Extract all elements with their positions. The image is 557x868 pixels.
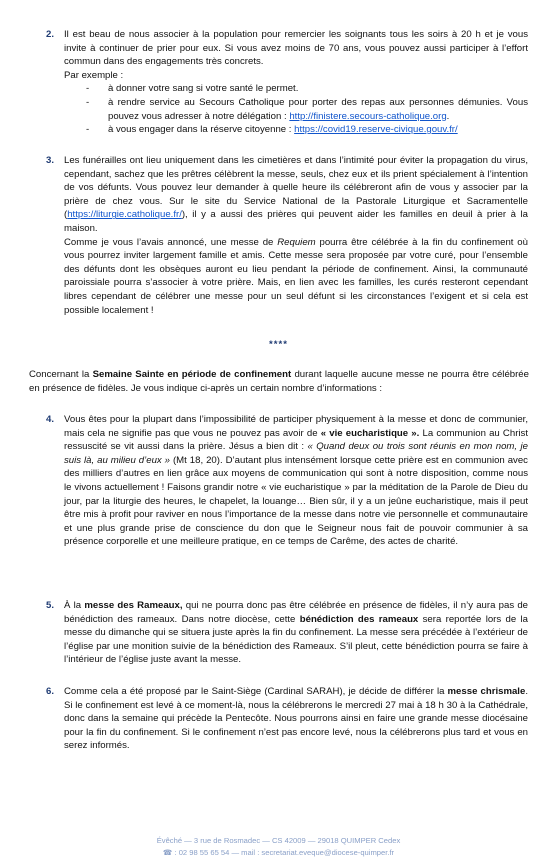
list-item xyxy=(86,82,528,96)
dash-bullet: - xyxy=(86,96,90,108)
item-number: 3. xyxy=(46,155,55,166)
paragraph-text: La communion au Christ ressuscité se vit aussi dans la prière. Jésus a bien dit : xyxy=(64,427,528,453)
item-6-paragraph xyxy=(64,685,528,753)
item-3-paragraph-1 xyxy=(64,154,528,236)
messe-rameaux-bold: messe des Rameaux, xyxy=(84,600,183,611)
footer-address: Évêché — 3 rue de Rosmadec — CS 42009 — 29018 QUIMPER Cedex xyxy=(156,836,401,845)
item-3 xyxy=(46,154,528,317)
footer-contact: ☎ : 02 98 55 65 54 — mail : secretariat.eveque@diocese-quimper.fr xyxy=(162,847,395,857)
list-item-text: à donner votre sang si votre santé le permet. xyxy=(108,83,299,95)
item-4-paragraph xyxy=(64,413,528,549)
requiem-italic: Requiem xyxy=(277,236,316,248)
item-5 xyxy=(46,599,529,667)
section-separator: **** xyxy=(269,339,288,350)
page-footer xyxy=(0,835,557,858)
paragraph-text: . Si le confinement est levé à ce moment-là, nous la célébrerons le mercredi 27 mai à 18 h 30 à la Cathédrale, donc dans la semaine qui précède la Pentecôte. Nous pourrons ainsi en faire une grande messe diocésaine pour la fin du confinement. Si le confinement n’est pas encore levé, nous la célébrerons plus tard et vous en serez informés. xyxy=(64,686,528,752)
item-2 xyxy=(46,28,528,137)
liturgie-link[interactable]: https://liturgie.catholique.fr/ xyxy=(67,209,182,221)
paragraph-text: Comme je vous l’avais annoncé, une messe de xyxy=(64,236,278,248)
item-6 xyxy=(46,685,528,753)
item-2-intro: Il est beau de nous associer à la population pour remercier les soignants tous les soirs à 20 h et je vous invite à continuer de prier pour eux. Si vous avez moins de 70 ans, vous pouvez aussi participer à l’effort commun dans des engagements très concrets. xyxy=(64,29,528,68)
list-item xyxy=(86,123,528,137)
list-item-text: à rendre service au Secours Catholique pour porter des repas aux personnes démunies. Vous pouvez vous adresser à notre délégation : xyxy=(108,96,528,122)
paragraph-text: qui ne pourra donc pas être célébrée en présence de fidèles, il n’y aura pas de bénédiction des rameaux. Dans notre diocèse, cette xyxy=(64,600,529,625)
item-4 xyxy=(46,413,529,549)
semaine-sainte-intro xyxy=(29,368,529,395)
item-3-paragraph-2 xyxy=(64,236,528,318)
vie-eucharistique-bold: « vie eucharistique ». xyxy=(320,427,420,439)
paragraph-text: Vous êtes pour la plupart dans l’impossibilité de participer physiquement à la messe et donc de communier, mais cela ne signifie pas que vous ne pouvez pas avoir de xyxy=(64,414,528,439)
paragraph-text: ), il y a aussi des prières qui peuvent aider les familles en deuil à prier à la maison. xyxy=(64,209,528,234)
list-item-text: à vous engager dans la réserve citoyenne : xyxy=(108,124,295,136)
paragraph-text: Comme cela a été proposé par le Saint-Siège (Cardinal SARAH), je décide de différer la xyxy=(64,686,448,697)
item-5-paragraph xyxy=(64,599,528,667)
example-label: Par exemple : xyxy=(64,69,124,81)
reserve-civique-link[interactable]: https://covid19.reserve-civique.gouv.fr/ xyxy=(294,124,458,136)
item-number: 6. xyxy=(46,686,55,697)
item-number: 2. xyxy=(46,29,55,40)
example-list xyxy=(64,82,528,136)
item-number: 5. xyxy=(46,600,55,611)
paragraph-text: Les funérailles ont lieu uniquement dans les cimetières et dans l’intimité pour éviter la propagation du virus, cependant, sachez que les prêtres célèbrent la messe, seuls, chez eux et ils prient spécialement à l’intention de vos défunts. Vous pouvez leur demander à quelle heure ils célébreront afin de vous y associer par la prière de chez vous. Sur le site du Service National de la Pastorale Liturgique et Sacramentelle ( xyxy=(64,155,528,221)
paragraph-text: À la xyxy=(64,600,85,611)
scripture-quote: « Quand deux ou trois sont réunis en mon nom, je suis là, au milieu d’eux » xyxy=(64,441,529,466)
paragraph-text: sera reportée lors de la messe du dimanche qui se situera juste après la fin du confinement. La messe sera précédée à l’extérieur de l’église par une monition suivie de la bénédiction des Rameaux. S’il pleut, cette bénédiction pourra se faire à l’intérieur de l’église juste avant la messe. xyxy=(64,613,528,666)
item-number: 4. xyxy=(46,414,55,425)
benediction-rameaux-bold: bénédiction des rameaux xyxy=(299,613,419,625)
paragraph-text: Concernant la xyxy=(29,369,93,380)
list-item xyxy=(86,96,528,123)
semaine-sainte-bold: Semaine Sainte en période de confinement xyxy=(92,369,292,380)
dash-bullet: - xyxy=(86,124,90,136)
paragraph-text: durant laquelle aucune messe ne pourra être célébrée en présence de fidèles. Je vous indique ci-après un certain nombre d’informations : xyxy=(29,369,529,394)
messe-chrismale-bold: messe chrismale xyxy=(447,686,526,697)
paragraph-text: pourra être célébrée à la fin du confinement où vous pourrez inviter largement famille et amis. Cette messe sera proposée par votre curé, pour l’ensemble des défunts dont les obsèques auront eu lieu pendant la période de confinement. Ainsi, la communauté paroissiale pourra s’associer à votre prière. Mais, en lien avec les familles, les curés resteront cependant libres cependant de célébrer une messe pour un seul défunt si les circonstances l’exigent et si cela est possible localement ! xyxy=(64,236,528,316)
list-item-text: . xyxy=(446,110,450,122)
dash-bullet: - xyxy=(86,83,90,95)
secours-catholique-link[interactable]: http://finistere.secours-catholique.org xyxy=(289,110,447,122)
paragraph-text: (Mt 18, 20). D’autant plus intensément lorsque cette prière est en communion avec des milliers d’autres en lien grâce aux moyens de communication qui sont à notre disposition, comme nous le vivons actuellement ! Faisons grandir notre « vie eucharistique » par la méditation de la Parole de Dieu du jour, par la liturgie des heures, le chapelet, la louange… Bien sûr, il y a un jeûne eucharistique, mais il peut être mis à profit pour raviver en nous l’importance de la messe dans notre vie personnelle et communautaire et une plus grande prise de conscience du don que le Seigneur nous fait de pouvoir communier à sa présence corporelle et une meilleure pratique, en ce temps de Carême, des actes de charité. xyxy=(64,454,528,548)
